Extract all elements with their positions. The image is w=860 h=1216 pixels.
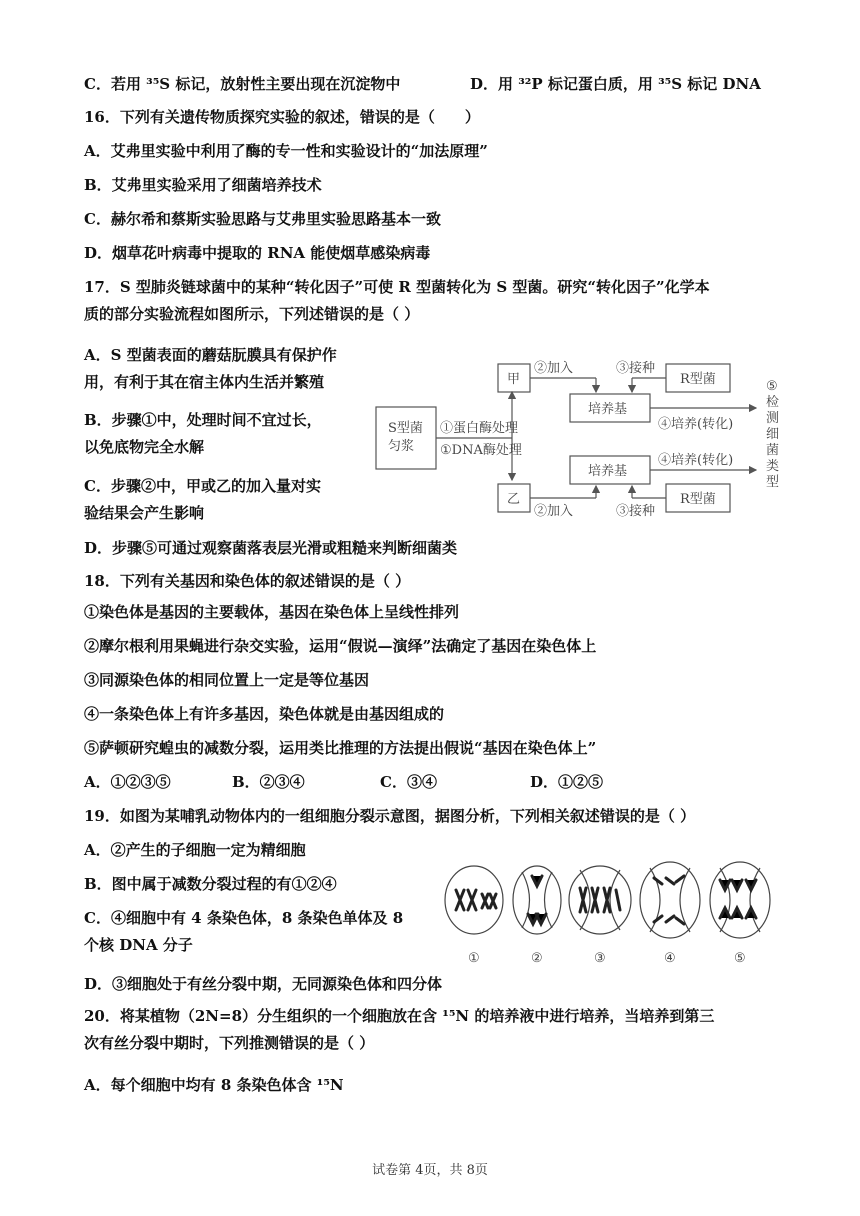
culture-label-bottom: ④培养(转化) [658,453,734,468]
add-label-bottom: ②加入 [534,504,574,519]
detect-char-1: 检 [766,395,780,410]
detect-char-6: 型 [766,475,780,490]
q18-option-c: C．③④ [380,773,437,791]
yi-label: 乙 [507,492,521,507]
q18-statement-5: ⑤萨顿研究蝗虫的减数分裂，运用类比推理的方法提出假说“基因在染色体上” [84,739,597,757]
q19-option-c-line1: C．④细胞中有 4 条染色体，8 条染色单体及 8 [84,909,404,927]
q19-option-b: B．图中属于减数分裂过程的有①②④ [84,875,337,893]
detect-char-3: 细 [766,427,780,442]
q17-option-c-line1: C．步骤②中，甲或乙的加入量对实 [84,477,321,495]
cell-label-5: ⑤ [734,951,746,966]
detect-char-4: 菌 [766,443,780,458]
r-bacteria-label-bottom: R型菌 [680,492,716,507]
s-homogenate-label-2: 匀浆 [388,439,415,454]
q18-stem: 18．下列有关基因和染色体的叙述错误的是（ ） [84,572,411,590]
page-footer: 试卷第 4页，共 8页 [372,1163,488,1178]
jia-label: 甲 [507,372,521,387]
culture-label-top: ④培养(转化) [658,417,734,432]
q19-option-d: D．③细胞处于有丝分裂中期，无同源染色体和四分体 [84,975,443,993]
protease-step-label: ①蛋白酶处理 [440,421,519,436]
q16-option-a: A．艾弗里实验中利用了酶的专一性和实验设计的“加法原理” [84,142,488,160]
cell-label-1: ① [468,951,480,966]
cell-label-3: ③ [594,951,606,966]
q17-experiment-diagram [370,352,790,528]
r-bacteria-label-top: R型菌 [680,372,716,387]
q18-statement-3: ③同源染色体的相同位置上一定是等位基因 [84,671,370,689]
cell-division-diagram [440,852,780,970]
inoculate-label-top: ③接种 [616,361,656,376]
detect-bacteria-type-label [766,379,779,490]
q18-statement-4: ④一条染色体上有许多基因，染色体就是由基因组成的 [84,705,445,723]
inoculate-label-bottom: ③接种 [616,504,656,519]
q20-stem-line1: 20．将某植物（2N=8）分生组织的一个细胞放在含 ¹⁵N 的培养液中进行培养，当培养到第三 [84,1007,715,1025]
q19-option-c-line2: 个核 DNA 分子 [84,936,193,954]
medium-label-bottom: 培养基 [588,464,628,479]
q16-stem: 16．下列有关遗传物质探究实验的叙述，错误的是（ ） [84,108,480,126]
q17-option-c-line2: 验结果会产生影响 [84,504,205,522]
cell-label-4: ④ [664,951,676,966]
q16-option-c: C．赫尔希和蔡斯实验思路与艾弗里实验思路基本一致 [84,210,441,228]
q20-option-a: A．每个细胞中均有 8 条染色体含 ¹⁵N [84,1076,344,1094]
detect-char-2: 测 [766,411,780,426]
detect-char-0: ⑤ [766,379,778,394]
q19-option-a: A．②产生的子细胞一定为精细胞 [84,841,306,859]
cell-label-2: ② [531,951,543,966]
detect-char-5: 类 [766,459,780,474]
q18-option-b: B．②③④ [232,773,305,791]
q18-option-d: D．①②⑤ [530,773,604,791]
q18-statement-2: ②摩尔根利用果蝇进行杂交实验，运用“假说—演绎”法确定了基因在染色体上 [84,637,597,655]
s-homogenate-label-1: S型菌 [388,421,423,436]
q17-option-b-line2: 以免底物完全水解 [84,438,205,456]
q18-statement-1: ①染色体是基因的主要载体，基因在染色体上呈线性排列 [84,603,460,621]
medium-label-top: 培养基 [588,402,628,417]
q20-stem-line2: 次有丝分裂中期时，下列推测错误的是（ ） [84,1034,375,1052]
q18-option-a: A．①②③⑤ [84,773,171,791]
q16-option-d: D．烟草花叶病毒中提取的 RNA 能使烟草感染病毒 [84,244,431,262]
q17-option-b-line1: B．步骤①中，处理时间不宜过长， [84,411,322,429]
q16-option-b: B．艾弗里实验采用了细菌培养技术 [84,176,322,194]
q17-option-a-line2: 用，有利于其在宿主体内生活并繁殖 [84,373,325,391]
q15-option-d: D．用 ³²P 标记蛋白质，用 ³⁵S 标记 DNA [470,75,761,93]
q17-stem-line1: 17．S 型肺炎链球菌中的某种“转化因子”可使 R 型菌转化为 S 型菌。研究“转化因子”化学本 [84,278,710,296]
q15-option-c: C．若用 ³⁵S 标记，放射性主要出现在沉淀物中 [84,75,401,93]
q17-option-a-line1: A．S 型菌表面的蘑菇朊膜具有保护作 [84,346,337,364]
q19-stem: 19．如图为某哺乳动物体内的一组细胞分裂示意图，据图分析，下列相关叙述错误的是（ ） [84,807,696,825]
q17-stem-line2: 质的部分实验流程如图所示，下列述错误的是（ ） [84,305,420,323]
q17-option-d: D．步骤⑤可通过观察菌落表层光滑或粗糙来判断细菌类 [84,539,458,557]
add-label-top: ②加入 [534,361,574,376]
dnase-step-label: ①DNA酶处理 [440,443,522,458]
